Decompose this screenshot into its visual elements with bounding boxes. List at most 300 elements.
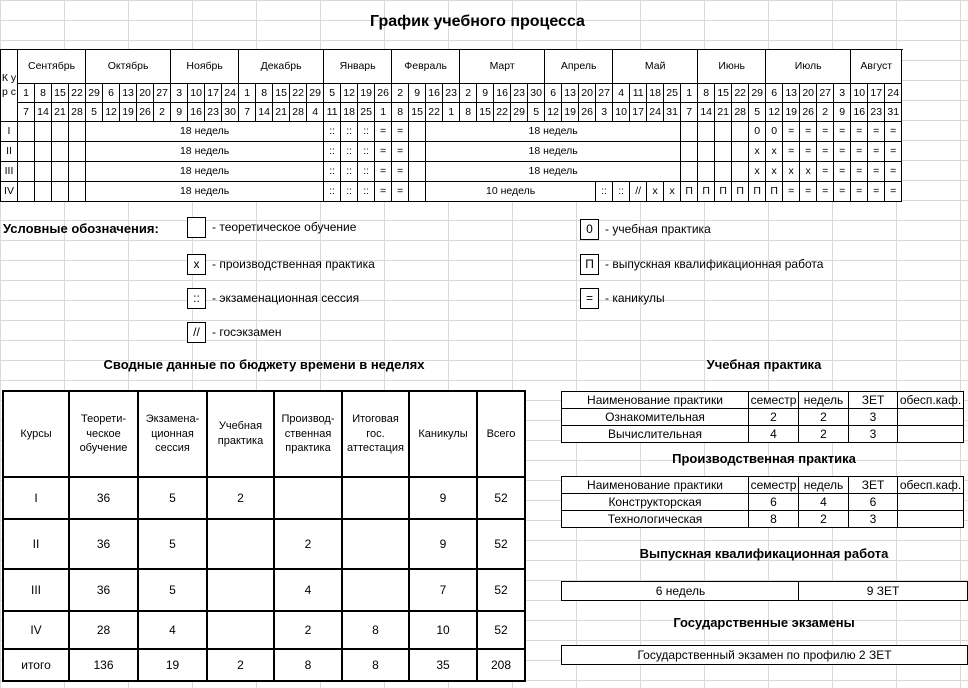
day-cell: 3 (596, 103, 613, 122)
summary-cell: 2 (274, 611, 342, 649)
day-cell: 13 (120, 84, 137, 103)
week-cell: х (783, 162, 800, 182)
day-cell: 20 (800, 84, 817, 103)
week-cell (732, 142, 749, 162)
week-cell: = (851, 182, 868, 202)
week-cell (715, 122, 732, 142)
weeks-span: 18 недель (426, 122, 681, 142)
week-cell (409, 162, 426, 182)
summary-row (3, 519, 525, 569)
week-cell: = (375, 162, 392, 182)
week-cell: 0 (749, 122, 766, 142)
week-cell (732, 162, 749, 182)
table-cell: 2 (749, 409, 799, 426)
day-cell: 2 (154, 103, 171, 122)
uchebnaya-table (561, 391, 964, 443)
week-cell: = (800, 182, 817, 202)
table-cell: 6 (849, 494, 898, 511)
day-cell: 29 (86, 84, 103, 103)
week-cell: = (868, 142, 885, 162)
summary-header: Курсы (3, 391, 69, 477)
week-cell: :: (324, 122, 341, 142)
day-cell: 25 (358, 103, 375, 122)
month-header: Март (460, 50, 545, 84)
week-cell: х (749, 142, 766, 162)
summary-cell: 9 (409, 519, 477, 569)
legend-text: - выпускная квалификационная работа (605, 257, 824, 271)
summary-cell: 28 (69, 611, 138, 649)
week-cell: = (800, 142, 817, 162)
week-cell (35, 162, 52, 182)
week-cell: :: (341, 142, 358, 162)
weeks-span: 18 недель (426, 142, 681, 162)
legend-symbol: // (187, 322, 206, 343)
summary-header: Всего (477, 391, 525, 477)
table-cell: 4 (749, 426, 799, 443)
day-cell: 12 (341, 84, 358, 103)
month-header: Август (851, 50, 902, 84)
summary-cell: I (3, 477, 69, 519)
schedule-row (1, 182, 902, 202)
summary-header: Учебная практика (207, 391, 274, 477)
week-cell (69, 182, 86, 202)
week-cell: = (783, 122, 800, 142)
table-header: недель (799, 477, 849, 494)
summary-cell: 10 (409, 611, 477, 649)
day-cell: 29 (307, 84, 324, 103)
month-header: Январь (324, 50, 392, 84)
day-cell: 28 (69, 103, 86, 122)
day-cell: 2 (392, 84, 409, 103)
week-cell: = (885, 142, 902, 162)
week-cell: :: (358, 122, 375, 142)
summary-cell: 2 (274, 519, 342, 569)
weeks-span: 18 недель (86, 122, 324, 142)
summary-header: Производ- ственная практика (274, 391, 342, 477)
legend-text: - производственная практика (212, 257, 375, 271)
legend-text: - госэкзамен (212, 325, 282, 339)
day-cell: 27 (596, 84, 613, 103)
table-header: семестр (749, 477, 799, 494)
summary-cell: 52 (477, 519, 525, 569)
week-cell: :: (324, 162, 341, 182)
day-cell: 22 (494, 103, 511, 122)
day-cell: 8 (256, 84, 273, 103)
day-cell: 30 (528, 84, 545, 103)
week-cell (698, 162, 715, 182)
day-cell: 22 (732, 84, 749, 103)
week-cell: = (817, 182, 834, 202)
month-header: Апрель (545, 50, 613, 84)
day-cell: 24 (885, 84, 902, 103)
day-cell: 22 (426, 103, 443, 122)
schedule-row (1, 122, 902, 142)
week-cell: = (375, 142, 392, 162)
day-cell: 14 (35, 103, 52, 122)
week-cell (69, 142, 86, 162)
table-cell: 3 (849, 426, 898, 443)
day-cell: 1 (375, 103, 392, 122)
day-cell: 5 (324, 84, 341, 103)
summary-cell (207, 519, 274, 569)
summary-header: Итоговая гос. аттестация (342, 391, 409, 477)
summary-cell: 52 (477, 569, 525, 611)
day-cell: 10 (188, 84, 205, 103)
day-cell: 27 (154, 84, 171, 103)
day-cell: 9 (409, 84, 426, 103)
summary-cell: 8 (342, 611, 409, 649)
day-cell: 8 (460, 103, 477, 122)
day-cell: 30 (222, 103, 239, 122)
table-header: семестр (749, 392, 799, 409)
day-cell: 1 (443, 103, 460, 122)
week-cell (681, 142, 698, 162)
summary-cell: итого (3, 649, 69, 681)
week-cell (409, 142, 426, 162)
day-cell: 15 (409, 103, 426, 122)
day-cell: 24 (222, 84, 239, 103)
week-cell (698, 122, 715, 142)
week-cell (35, 142, 52, 162)
day-cell: 26 (137, 103, 154, 122)
week-cell (409, 122, 426, 142)
summary-cell: 36 (69, 477, 138, 519)
day-cell: 12 (103, 103, 120, 122)
week-cell (409, 182, 426, 202)
week-cell (18, 182, 35, 202)
week-cell: = (851, 162, 868, 182)
summary-cell: 2 (207, 477, 274, 519)
week-cell: :: (358, 142, 375, 162)
week-cell: х (664, 182, 681, 202)
week-cell (35, 122, 52, 142)
day-cell: 8 (35, 84, 52, 103)
day-cell: 11 (630, 84, 647, 103)
day-cell: 6 (103, 84, 120, 103)
summary-cell: 7 (409, 569, 477, 611)
week-cell (715, 142, 732, 162)
table-cell: 3 (849, 511, 898, 528)
summary-cell: 19 (138, 649, 207, 681)
summary-cell (342, 519, 409, 569)
day-cell: 1 (18, 84, 35, 103)
summary-header: Каникулы (409, 391, 477, 477)
summary-cell: 8 (274, 649, 342, 681)
week-cell: = (885, 162, 902, 182)
summary-cell (207, 569, 274, 611)
week-cell: = (375, 122, 392, 142)
summary-cell (274, 477, 342, 519)
table-cell (898, 409, 964, 426)
summary-cell: 5 (138, 477, 207, 519)
day-cell: 10 (613, 103, 630, 122)
legend-symbol: 0 (580, 219, 599, 240)
day-cell: 5 (749, 103, 766, 122)
kurs-cell: III (1, 162, 18, 182)
day-cell: 22 (290, 84, 307, 103)
day-cell: 19 (358, 84, 375, 103)
day-cell: 11 (324, 103, 341, 122)
day-cell: 16 (188, 103, 205, 122)
month-header: Сентябрь (18, 50, 86, 84)
summary-cell: III (3, 569, 69, 611)
schedule-row (1, 142, 902, 162)
week-cell (69, 122, 86, 142)
day-cell: 3 (171, 84, 188, 103)
day-cell: 15 (715, 84, 732, 103)
summary-cell: 8 (342, 649, 409, 681)
day-cell: 28 (290, 103, 307, 122)
legend-symbol: х (187, 254, 206, 275)
summary-header: Экзамена- ционная сессия (138, 391, 207, 477)
day-cell: 16 (426, 84, 443, 103)
summary-table (2, 390, 526, 682)
legend-symbol: :: (187, 288, 206, 309)
week-cell (18, 162, 35, 182)
week-cell: П (681, 182, 698, 202)
summary-cell: II (3, 519, 69, 569)
week-cell: = (851, 142, 868, 162)
table-header: Наименование практики (562, 477, 749, 494)
week-cell: 0 (766, 122, 783, 142)
gos-title: Государственные экзамены (673, 615, 855, 630)
day-cell: 14 (698, 103, 715, 122)
day-cell: 10 (851, 84, 868, 103)
summary-cell: 35 (409, 649, 477, 681)
kurs-header: К у р с (1, 50, 18, 122)
vkr-weeks: 6 недель (561, 581, 800, 601)
table-cell: 8 (749, 511, 799, 528)
legend-text: - учебная практика (605, 222, 711, 236)
week-cell (52, 122, 69, 142)
week-cell: = (834, 122, 851, 142)
table-header: ЗЕТ (849, 392, 898, 409)
summary-row (3, 611, 525, 649)
legend-title: Условные обозначения: (3, 221, 159, 236)
day-cell: 5 (86, 103, 103, 122)
week-cell: = (834, 182, 851, 202)
week-cell: = (868, 182, 885, 202)
week-cell: х (800, 162, 817, 182)
day-cell: 16 (851, 103, 868, 122)
summary-cell: 5 (138, 519, 207, 569)
day-cell: 26 (800, 103, 817, 122)
day-cell: 23 (205, 103, 222, 122)
week-cell: :: (341, 122, 358, 142)
week-cell: х (749, 162, 766, 182)
summary-cell: 4 (274, 569, 342, 611)
summary-cell: IV (3, 611, 69, 649)
proizv-title: Производственная практика (672, 451, 856, 466)
day-cell: 8 (392, 103, 409, 122)
summary-cell: 5 (138, 569, 207, 611)
month-header: Май (613, 50, 698, 84)
week-cell: = (868, 162, 885, 182)
weeks-span: 18 недель (86, 142, 324, 162)
table-cell: 4 (799, 494, 849, 511)
table-cell: 6 (749, 494, 799, 511)
week-cell: :: (324, 142, 341, 162)
table-row (562, 494, 964, 511)
month-header: Июль (766, 50, 851, 84)
week-cell: = (783, 142, 800, 162)
week-cell: = (868, 122, 885, 142)
day-cell: 8 (698, 84, 715, 103)
week-cell: :: (613, 182, 630, 202)
month-header: Июнь (698, 50, 766, 84)
schedule-row (1, 162, 902, 182)
vkr-title: Выпускная квалификационная работа (639, 546, 889, 561)
table-cell: Ознакомительная (562, 409, 749, 426)
summary-cell: 52 (477, 611, 525, 649)
day-cell: 23 (511, 84, 528, 103)
day-cell: 21 (715, 103, 732, 122)
week-cell: :: (358, 162, 375, 182)
weeks-span: 18 недель (86, 162, 324, 182)
week-cell (715, 162, 732, 182)
kurs-cell: IV (1, 182, 18, 202)
day-cell: 23 (868, 103, 885, 122)
day-cell: 7 (681, 103, 698, 122)
day-cell: 15 (52, 84, 69, 103)
day-cell: 13 (562, 84, 579, 103)
day-cell: 17 (630, 103, 647, 122)
week-cell: П (698, 182, 715, 202)
table-header: недель (799, 392, 849, 409)
summary-row (3, 477, 525, 519)
summary-cell: 36 (69, 519, 138, 569)
day-cell: 3 (834, 84, 851, 103)
week-cell: = (834, 162, 851, 182)
day-cell: 7 (239, 103, 256, 122)
day-cell: 9 (171, 103, 188, 122)
week-cell: = (783, 182, 800, 202)
week-cell: = (851, 122, 868, 142)
week-cell (18, 142, 35, 162)
week-cell: х (766, 142, 783, 162)
week-cell: П (766, 182, 783, 202)
day-cell: 19 (783, 103, 800, 122)
day-cell: 5 (528, 103, 545, 122)
legend-text: - каникулы (605, 291, 665, 305)
day-cell: 4 (307, 103, 324, 122)
summary-cell (207, 611, 274, 649)
uchebnaya-title: Учебная практика (706, 357, 822, 372)
day-cell: 15 (273, 84, 290, 103)
weeks-span: 10 недель (426, 182, 596, 202)
day-cell: 9 (477, 84, 494, 103)
legend-text: - экзаменационная сессия (212, 291, 360, 305)
table-header: обесп.каф. (898, 477, 964, 494)
week-cell: П (749, 182, 766, 202)
week-cell: = (392, 142, 409, 162)
day-cell: 4 (613, 84, 630, 103)
table-cell (898, 494, 964, 511)
day-cell: 6 (545, 84, 562, 103)
day-cell: 29 (511, 103, 528, 122)
week-cell: = (800, 122, 817, 142)
week-cell: П (715, 182, 732, 202)
day-cell: 19 (562, 103, 579, 122)
day-cell: 13 (783, 84, 800, 103)
day-cell: 31 (664, 103, 681, 122)
week-cell: // (630, 182, 647, 202)
table-row (562, 426, 964, 443)
page-title: График учебного процесса (370, 13, 585, 30)
table-cell: 2 (799, 426, 849, 443)
week-cell: = (392, 182, 409, 202)
day-cell: 7 (18, 103, 35, 122)
week-cell (69, 162, 86, 182)
day-cell: 21 (273, 103, 290, 122)
proizv-table (561, 476, 964, 528)
summary-cell: 9 (409, 477, 477, 519)
month-header: Декабрь (239, 50, 324, 84)
day-cell: 6 (766, 84, 783, 103)
kurs-cell: II (1, 142, 18, 162)
table-header: Наименование практики (562, 392, 749, 409)
week-cell (732, 122, 749, 142)
week-cell: = (834, 142, 851, 162)
week-cell: х (766, 162, 783, 182)
week-cell (52, 162, 69, 182)
legend-symbol: П (580, 254, 599, 275)
week-cell (698, 142, 715, 162)
summary-row (3, 569, 525, 611)
week-cell: = (817, 162, 834, 182)
weeks-span: 18 недель (86, 182, 324, 202)
summary-cell: 136 (69, 649, 138, 681)
weeks-span: 18 недель (426, 162, 681, 182)
day-cell: 20 (137, 84, 154, 103)
summary-header: Теорети- ческое обучение (69, 391, 138, 477)
day-cell: 27 (817, 84, 834, 103)
summary-cell: 36 (69, 569, 138, 611)
day-cell: 24 (647, 103, 664, 122)
day-cell: 17 (868, 84, 885, 103)
week-cell (18, 122, 35, 142)
week-cell: х (647, 182, 664, 202)
week-cell: = (885, 122, 902, 142)
table-cell: Вычислительная (562, 426, 749, 443)
table-cell: 2 (799, 409, 849, 426)
table-header: обесп.каф. (898, 392, 964, 409)
day-cell: 14 (256, 103, 273, 122)
day-cell: 2 (817, 103, 834, 122)
week-cell: П (732, 182, 749, 202)
table-cell: 2 (799, 511, 849, 528)
week-cell: = (817, 142, 834, 162)
week-cell (35, 182, 52, 202)
day-cell: 17 (205, 84, 222, 103)
week-cell: :: (358, 182, 375, 202)
summary-cell: 52 (477, 477, 525, 519)
summary-cell (342, 477, 409, 519)
table-header: ЗЕТ (849, 477, 898, 494)
day-cell: 23 (443, 84, 460, 103)
summary-row (3, 649, 525, 681)
day-cell: 18 (647, 84, 664, 103)
table-row (562, 511, 964, 528)
day-cell: 18 (341, 103, 358, 122)
week-cell: = (392, 122, 409, 142)
week-cell: = (885, 182, 902, 202)
day-cell: 25 (664, 84, 681, 103)
summary-cell: 2 (207, 649, 274, 681)
day-cell: 31 (885, 103, 902, 122)
week-cell: :: (341, 182, 358, 202)
week-cell: = (817, 122, 834, 142)
